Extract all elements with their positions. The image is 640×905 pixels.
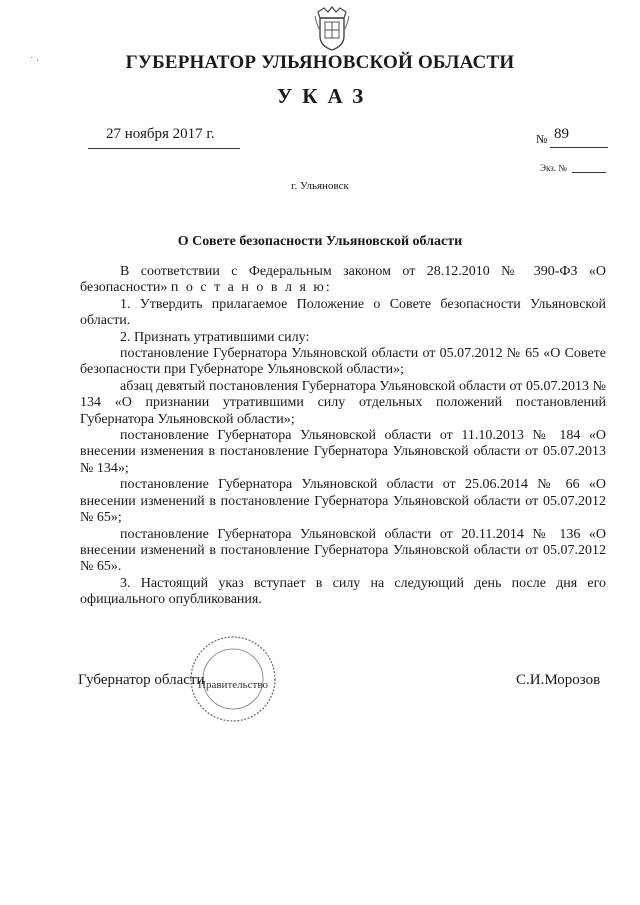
stamp-text: Правительство [198, 679, 268, 691]
number-underline [550, 147, 608, 148]
copy-number-label: Экз. № [540, 163, 567, 173]
signatory-position: Губернатор области [78, 672, 205, 688]
document-body [80, 264, 606, 609]
paragraph: постановление Губернатора Ульяновской области от 20.11.2014 № 136 «О внесении изменений в постановление Губернатора Ульяновской области от 05.07.2012 № 65». [80, 526, 606, 575]
resolution-word: п о с т а н о в л я ю: [170, 280, 332, 296]
preamble-text: В соответствии с Федеральным законом от 28.12.2010 № 390-ФЗ «О безопасности» [80, 264, 606, 296]
paragraph: 3. Настоящий указ вступает в силу на следующий день после дня его официального опубликования. [80, 575, 606, 608]
coat-of-arms-icon [314, 6, 350, 52]
paragraph: постановление Губернатора Ульяновской области от 25.06.2014 № 66 «О внесении изменений в постановление Губернатора Ульяновской области от 05.07.2012 № 65»; [80, 477, 606, 526]
paragraph: постановление Губернатора Ульяновской области от 05.07.2012 № 65 «О Совете безопасности при Губернаторе Ульяновской области»; [80, 346, 606, 378]
paragraph [80, 264, 606, 297]
document-number: 89 [554, 126, 569, 142]
paragraph: постановление Губернатора Ульяновской области от 11.10.2013 № 184 «О внесении изменения в постановление Губернатора Ульяновской области от 05.07.2013 № 134»; [80, 428, 606, 476]
paragraph: абзац девятый постановления Губернатора Ульяновской области от 05.07.2013 № 134 «О признании утратившими силу отдельных положений постановлений Губернатора Ульяновской области»; [80, 378, 606, 427]
signatory-name: С.И.Морозов [516, 672, 601, 688]
city: г. Ульяновск [291, 180, 349, 192]
scan-marks: ˙ · [30, 56, 40, 67]
authority-title: ГУБЕРНАТОР УЛЬЯНОВСКОЙ ОБЛАСТИ [125, 52, 515, 73]
copy-number-underline [572, 172, 606, 173]
number-label: № [536, 132, 548, 146]
document-subject: О Совете безопасности Ульяновской области [177, 234, 463, 249]
document-type: УКАЗ [276, 84, 374, 108]
paragraph: 2. Признать утратившими силу: [120, 329, 310, 345]
paragraph: 1. Утвердить прилагаемое Положение о Совете безопасности Ульяновской области. [80, 296, 606, 329]
date-underline [88, 148, 240, 149]
document-date: 27 ноября 2017 г. [106, 126, 215, 142]
